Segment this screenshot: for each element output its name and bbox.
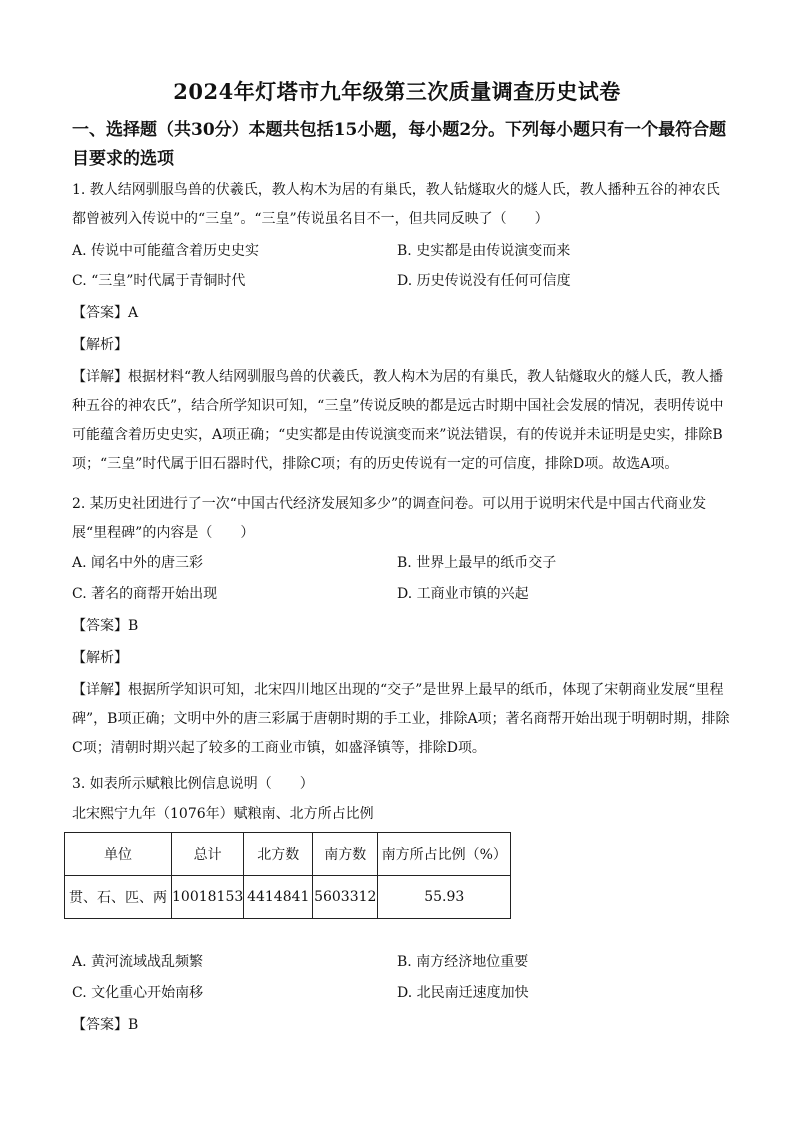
- question-2-option-a: A. 闻名中外的唐三彩: [72, 555, 204, 571]
- table-caption: 北宋熙宁九年（1076年）赋粮南、北方所占比例: [72, 806, 374, 822]
- question-1-detail: 【详解】根据材料“教人结网驯服鸟兽的伏羲氏，教人构木为居的有巢氏，教人钻燧取火的燧人氏，教人播种五谷的神农氏”，结合所学知识可知，“三皇”传说反映的都是远古时期中国社会发展的情况，表明传说中可能蕴含着历史史实，A项正确；“史实都是由传说演变而来”说法错误，有的传说并未证明是史实，排除B项；“三皇”时代属于旧石器时代，排除C项；有的历史传说有一定的可信度，排除D项。故选A项。: [72, 369, 724, 472]
- table-header-cell: 北方数: [244, 833, 313, 876]
- table-header-row: [65, 833, 511, 876]
- table-header-cell: 单位: [65, 833, 172, 876]
- question-3-option-c: C. 文化重心开始南移: [72, 985, 204, 1001]
- table-cell: 55.93: [378, 876, 511, 919]
- question-3-option-b: B. 南方经济地位重要: [397, 954, 529, 970]
- table-cell: 10018153: [172, 876, 244, 919]
- question-3-stem: 3. 如表所示赋粮比例信息说明（ ）: [72, 776, 314, 792]
- question-2-analysis: 【解析】: [72, 650, 128, 666]
- section-heading: 一、选择题（共30分）本题共包括15小题，每小题2分。下列每小题只有一个最符合题目要求的选项: [72, 120, 727, 169]
- question-2-option-c: C. 著名的商帮开始出现: [72, 586, 218, 602]
- question-3-option-d: D. 北民南迁速度加快: [397, 985, 529, 1001]
- table-header-cell: 南方所占比例（%）: [378, 833, 511, 876]
- table-row: [65, 876, 511, 919]
- question-2-detail: 【详解】根据所学知识可知，北宋四川地区出现的“交子”是世界上最早的纸币，体现了宋朝商业发展“里程碑”，B项正确；文明中外的唐三彩属于唐朝时期的手工业，排除A项；著名商帮开始出现于明朝时期，排除C项；清朝时期兴起了较多的工商业市镇，如盛泽镇等，排除D项。: [72, 682, 730, 756]
- question-1-answer: 【答案】A: [72, 305, 139, 321]
- question-2-option-b: B. 世界上最早的纸币交子: [397, 555, 557, 571]
- table-cell: 贯、石、匹、两: [65, 876, 172, 919]
- tax-grain-table: [64, 832, 511, 919]
- table-header-cell: 南方数: [313, 833, 378, 876]
- question-1-option-d: D. 历史传说没有任何可信度: [397, 273, 571, 289]
- exam-title: 2024年灯塔市九年级第三次质量调查历史试卷: [173, 79, 621, 104]
- question-1-option-a: A. 传说中可能蕴含着历史史实: [72, 243, 260, 259]
- table-cell: 5603312: [313, 876, 378, 919]
- question-3-answer: 【答案】B: [72, 1017, 139, 1033]
- question-3-option-a: A. 黄河流域战乱频繁: [72, 954, 204, 970]
- question-2-stem: 2. 某历史社团进行了一次“中国古代经济发展知多少”的调查问卷。可以用于说明宋代是中国古代商业发展“里程碑”的内容是（ ）: [72, 496, 707, 541]
- question-1-analysis: 【解析】: [72, 337, 128, 353]
- question-1-option-b: B. 史实都是由传说演变而来: [397, 243, 571, 259]
- table-header-cell: 总计: [172, 833, 244, 876]
- table-cell: 4414841: [244, 876, 313, 919]
- question-2-answer: 【答案】B: [72, 618, 139, 634]
- question-2-option-d: D. 工商业市镇的兴起: [397, 586, 529, 602]
- question-1-option-c: C. “三皇”时代属于青铜时代: [72, 273, 246, 289]
- question-1-stem: 1. 教人结网驯服鸟兽的伏羲氏，教人构木为居的有巢氏，教人钻燧取火的燧人氏，教人播种五谷的神农氏都曾被列入传说中的“三皇”。“三皇”传说虽名目不一，但共同反映了（ ）: [72, 182, 720, 227]
